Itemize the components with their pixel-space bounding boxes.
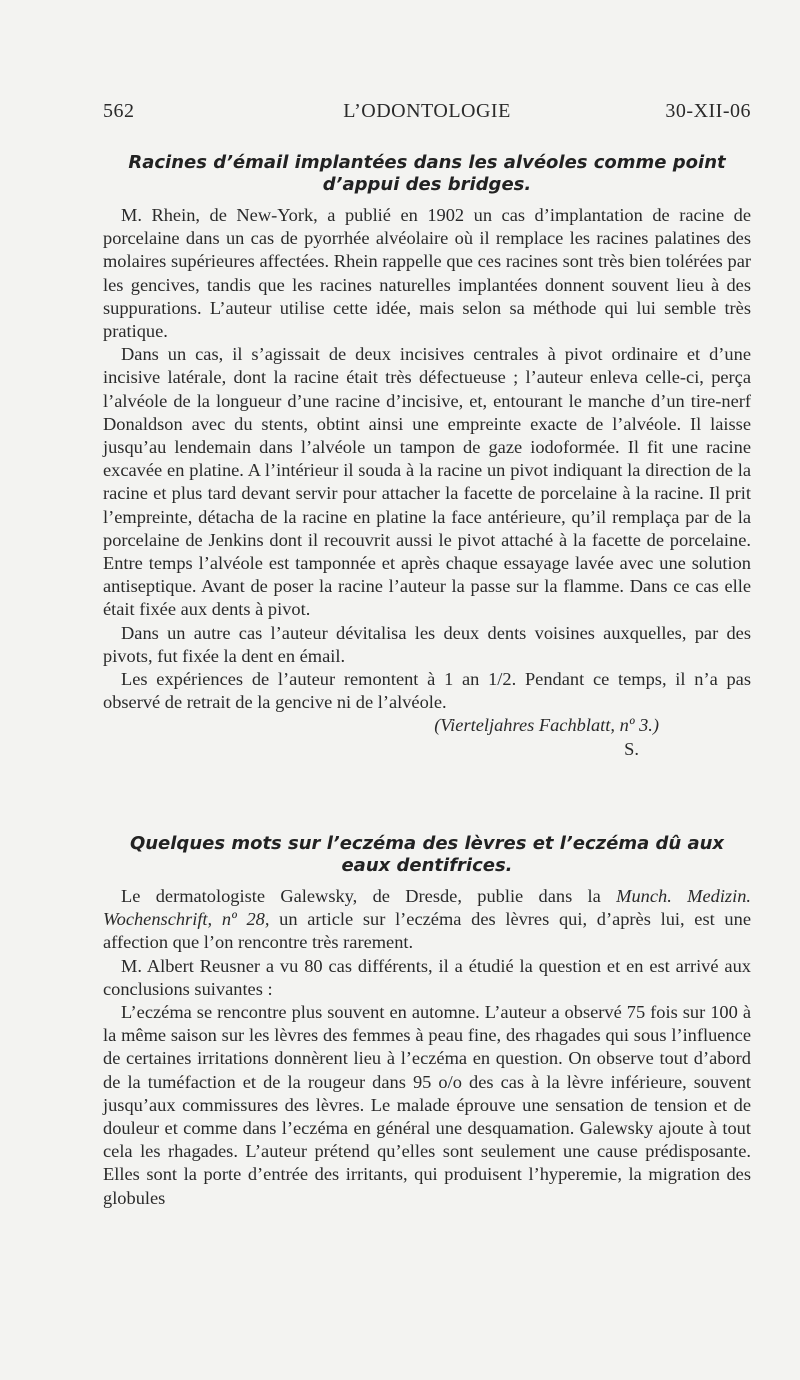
journal-title: L’ODONTOLOGIE [343,100,511,122]
article-source [103,714,751,737]
article-eczema-levres [103,833,751,1210]
article-body [103,204,751,714]
running-head [103,100,751,130]
intro-text: Le dermatologiste Galewsky, de Dresde, publie dans la [121,886,617,906]
paragraph: M. Rhein, de New-York, a publié en 1902 un cas d’implantation de racine de porcelaine dans un cas de pyorrhée alvéolaire où il remplace les racines palatines des molaires supérieures affectées. Rhein rappelle que ces racines sont très bien tolérées par les gencives, tandis que les racines naturelles implantées donnent souvent lieu à des suppurations. L’auteur utilise cette idée, mais selon sa méthode qui lui semble très pratique. [103,205,751,342]
paragraph: M. Albert Reusner a vu 80 cas différents, il a étudié la question et en est arrivé aux conclusions suivantes : [103,955,751,999]
paragraph: Dans un autre cas l’auteur dévitalisa les deux dents voisines auxquelles, par des pivots, fut fixée la dent en émail. [103,622,751,666]
paragraph [103,885,751,955]
paragraph: L’eczéma se rencontre plus souvent en automne. L’auteur a observé 75 fois sur 100 à la même saison sur les lèvres des femmes à peau fine, des rhagades qui sous l’influence de certaines irritations donnèrent lieu à l’eczéma en question. On observe tout d’abord de la tuméfaction et de la rougeur dans 95 o/o des cas à la lèvre inférieure, souvent jusqu’aux commissures des lèvres. Le malade éprouve une sensation de tension et de douleur et comme dans l’eczéma en général une desquamation. Galewsky ajoute à tout cela les rhagades. L’auteur prétend qu’elles sont seulement une cause prédisposante. Elles sont la porte d’entrée des irritants, qui produisent l’hyperemie, la migration des globules [103,1002,751,1208]
issue-date: 30-XII-06 [665,100,751,122]
author-signature: S. [624,738,639,759]
article-body [103,885,751,1210]
article-racines-email [103,152,751,761]
paragraph: Dans un cas, il s’agissait de deux incisives centrales à pivot ordinaire et d’une incisive latérale, dont la racine était très défectueuse ; l’auteur enleva celle-ci, perça l’alvéole de la longueur d’une racine d’incisive, et, entourant le manche d’un tire-nerf Donaldson avec du stents, obtint ainsi une empreinte exacte de l’alvéole. Il laisse jusqu’au lendemain dans l’alvéole un tampon de gaze iodoformée. Il fit une racine excavée en platine. A l’intérieur il souda à la racine un pivot indiquant la direction de la racine et plus tard devant servir pour attacher la facette de porcelaine à la racine. Il prit l’empreinte, détacha de la racine en platine la face antérieure, qu’il remplaça par de la porcelaine de Jenkins dont il recouvrit aussi le pivot attaché à la facette de porcelaine. Entre temps l’alvéole est tamponnée et après chaque essayage lavée avec une solution antiseptique. Avant de poser la racine l’auteur la passe sur la flamme. Dans ce cas elle était fixée aux dents à pivot. [103,344,751,620]
article-title: Racines d’émail implantées dans les alvéoles comme point d’appui des bridges. [128,152,726,195]
journal-reference: Munch. Medizin. Wochenschrift, nº 28, [103,886,751,930]
source-citation: (Vierteljahres Fachblatt, nº 3.) [434,715,659,736]
paragraph: Les expériences de l’auteur remontent à 1 an 1/2. Pendant ce temps, il n’a pas observé de retrait de la gencive ni de l’alvéole. [103,669,751,713]
article-title: Quelques mots sur l’eczéma des lèvres et l’eczéma dû aux eaux dentifrices. [129,833,725,876]
page-number: 562 [103,100,135,122]
intro-text-continued: un article sur l’eczéma des lèvres qui, d’après lui, est une affection que l’on rencontre très rarement. [103,909,751,953]
